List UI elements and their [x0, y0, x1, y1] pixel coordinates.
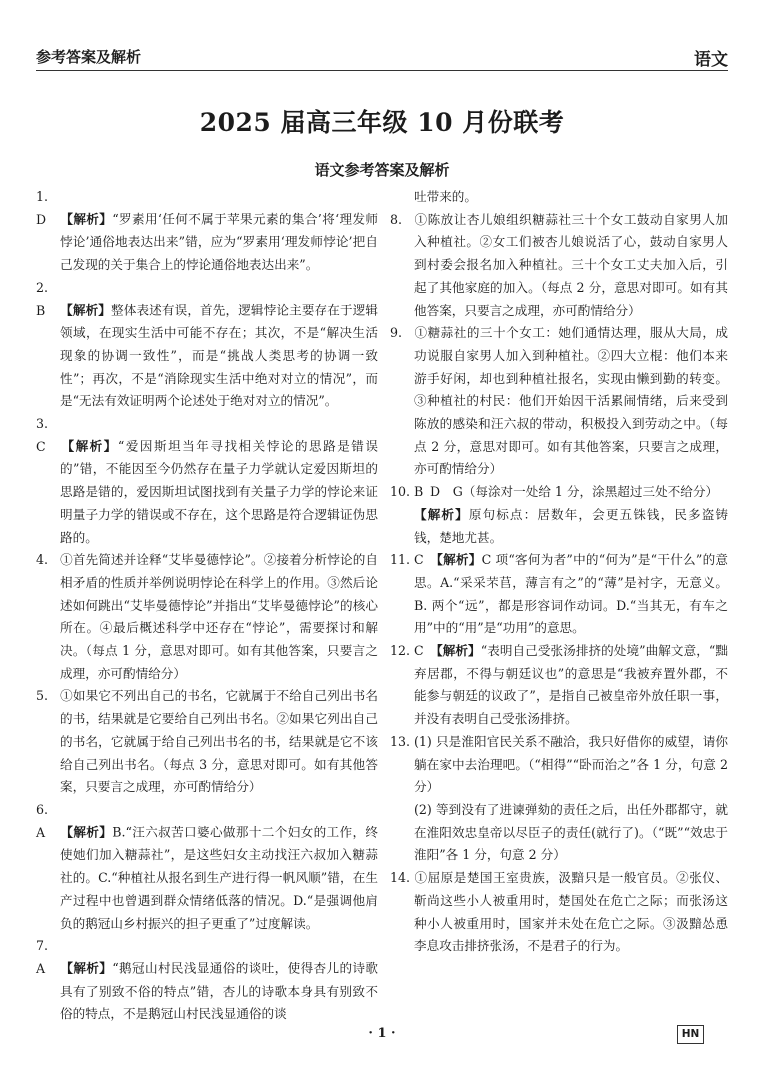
answer-item: 14. ①屈原是楚国王室贵族，汲黯只是一般官员。②张仪、靳尚这些小人被重用时，楚国处在危亡之际；而张汤这种小人被重用时，国家并未处在危亡之际。③汲黯怂恿李息攻击排挤张汤，不是君子的行为。: [390, 870, 728, 954]
answer-item: 2. B 【解析】整体表述有误，首先，逻辑悖论主要存在于逻辑领域，在现实生活中可能不存在；其次，不是“解决生活现象的协调一致性”，而是“挑战人类思考的协调一致性”；再次，不是“消除现实生活中绝对对立的情况”，而是“无法有效证明两个论述处于绝对对立的情况”。: [36, 279, 379, 409]
region-badge: HN: [677, 1025, 704, 1044]
answer-item: 13. (1) 只是淮阳官民关系不融洽，我只好借你的威望，请你躺在家中去治理吧。（“相得”“卧而治之”各 1 分，句意 2 分）: [390, 733, 728, 795]
header-left-title: 参考答案及解析: [36, 48, 142, 66]
answer-item: 4. ①首先简述并诠释“艾毕曼德悖论”。②接着分析悖论的自相矛盾的性质并举例说明悖论在科学上的作用。③然后论述如何跳出“艾毕曼德悖论”并指出“艾毕曼德悖论”的核心所在。④最后概述科学中还存在“悖论”，需要探讨和解决。（每点 1 分，意思对即可。如有其他答案，只要言之成理，亦可酌情给分）: [36, 552, 378, 681]
left-column: [36, 186, 378, 1026]
answer-analysis: 【解析】原句标点：居数年，会更五铢钱，民多盗铸钱，楚地尤甚。: [414, 506, 729, 545]
exam-subtitle: 语文参考答案及解析: [314, 161, 450, 179]
answer-item: 12. C 【解析】“表明自己受张汤排挤的处境”曲解文意，“黜弃居郡，不得与朝廷议也”的意思是“我被弃置外郡，不能参与朝廷的议政了”，是指自己被皇帝外放任职一事，并没有表明自己受张汤排挤。: [390, 643, 728, 727]
answer-item: 1. D 【解析】“罗素用‘任何不属于苹果元素的集合’将‘理发师悖论’通俗地表达出来”错，应为“罗素用‘理发师悖论’把自己发现的关于集合上的悖论通俗地表达出来”。: [36, 189, 379, 273]
answer-item: 10. B D G（每涂对一处给 1 分，涂黑超过三处不给分）: [390, 484, 719, 500]
exam-title: 2025 届高三年级 10 月份联考: [199, 108, 565, 137]
header-subject: 语文: [694, 50, 728, 70]
answer-item: 7. A 【解析】“鹅冠山村民浅显通俗的谈吐，使得杏儿的诗歌具有了别致不俗的特点”错，杏儿的诗歌本身具有别致不俗的特点，不是鹅冠山村民浅显通俗的谈: [36, 938, 378, 1022]
answer-item: 5. ①如果它不列出自己的书名，它就属于不给自己列出书名的书，结果就是它要给自己列出书名。②如果它列出自己的书名，它就属于给自己列出书名的书，结果就是它不该给自己列出书名。（每点 3 分，意思对即可。如有其他答案，只要言之成理，亦可酌情给分）: [36, 688, 378, 795]
page-number: · 1 ·: [368, 1026, 396, 1041]
answer-item: 8. ①陈放让杏儿娘组织糖蒜社三十个女工鼓动自家男人加入种植社。②女工们被杏儿娘说活了心，鼓动自家男人到村委会报名加入种植社。三十个女工丈夫加入后，引起了其他家庭的加入。（每点 2 分，意思对即可。如有其他答案，只要言之成理，亦可酌情给分）: [390, 211, 728, 318]
answer-item: 6. A 【解析】B.“汪六叔苦口婆心做那十二个妇女的工作，终使她们加入糖蒜社”，是这些妇女主动找汪六叔加入糖蒜社的。C.“种植社从报名到生产进行得一帆风顺”错，在生产过程中也曾遇到群众情绪低落的情况。D.“是强调他肩负的鹅冠山乡村振兴的担子更重了”过度解读。: [36, 801, 379, 931]
page-header: [36, 40, 728, 71]
answer-item: 11. C 【解析】C 项“客何为者”中的“何为”是“干什么”的意思。A.“采采芣苢，薄言有之”的“薄”是衬字，无意义。B. 两个“远”，都是形容词作动词。D.“当其无，有车之用”中的“用”是“功用”的意思。: [390, 552, 728, 636]
answer-item: 3. C 【解析】“爱因斯坦当年寻找相关悖论的思路是错误的”错，不能因至今仍然存在量子力学就认定爱因斯坦的思路是错的，爱因斯坦试图找到有关量子力学的悖论来证明量子力学的错误或不存在，这个思路是符合逻辑证伪思路的。: [36, 416, 378, 545]
answer-continuation: 吐带来的。: [414, 189, 477, 204]
right-column: [390, 186, 728, 958]
answer-item: 9. ①糖蒜社的三十个女工：她们通情达理，服从大局，成功说服自家男人加入到种植社。②四大立棍：他们本来游手好闲，却也到种植社报名，实现由懒到勤的转变。③种植社的村民：他们开始因干活累闹情绪，后来受到陈放的感染和汪六叔的带动，积极投入到劳动之中。（每点 2 分，意思对即可。如有其他答案，只要言之成理，亦可酌情给分）: [390, 325, 728, 477]
answer-continuation: (2) 等到没有了进谏弹劾的责任之后，出任外郡都守，就在淮阳效忠皇帝以尽臣子的责任(就行了)。（“既”“效忠于淮阳”各 1 分，句意 2 分）: [414, 801, 728, 863]
